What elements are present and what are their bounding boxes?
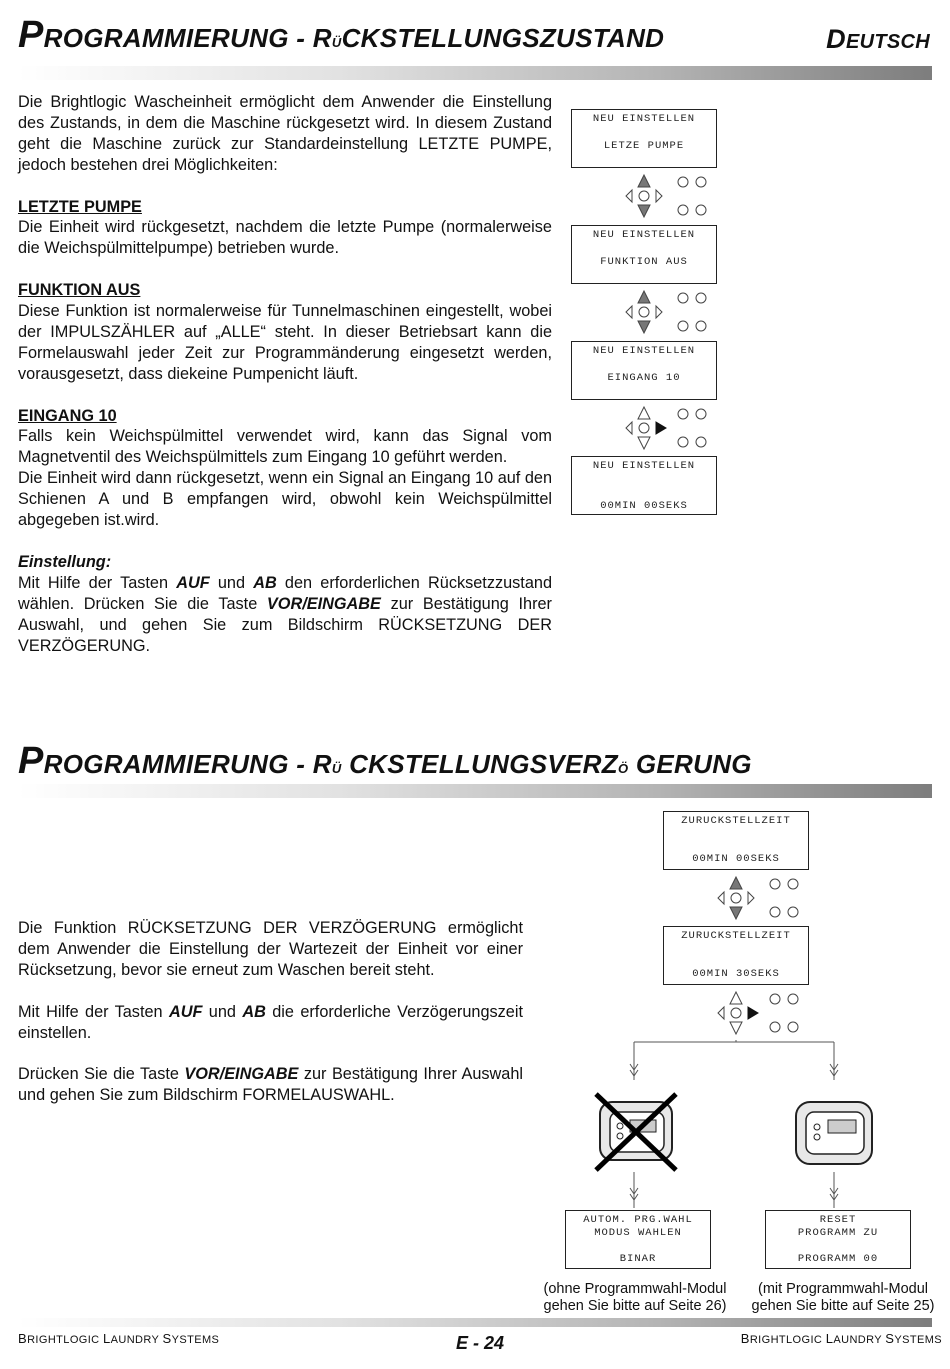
- paragraph-eingang-10-a: Falls kein Weichspülmittel verwendet wird, kann das Signal vom Magnetventil des Weichspülmittels zum Eingang 10 geführt werden.: [18, 427, 552, 467]
- paragraph-eingang-10-b: Die Einheit wird dann rückgesetzt, wenn ein Signal an Eingang 10 auf den Schienen A und B empfangen wird, obwohl kein Weichspülmittel abgegeben ist.wird.: [18, 469, 553, 530]
- intro-paragraph: Die Brightlogic Wascheinheit ermöglicht dem Anwender die Einstellung des Zustands, in dem die Maschine rückgesetzt wird. In diesem Zustand geht die Maschine zurück zur Standardeinstellung LETZTE PUMPE, jedoch bestehen drei Möglichkeiten:: [18, 93, 552, 174]
- reset-delay-text: [18, 918, 523, 1106]
- reset-state-text: [18, 92, 552, 656]
- footer-brand-right: BRIGHTLOGIC LAUNDRY SYSTEMS: [740, 1331, 942, 1346]
- display-zuruckstellzeit-30: ZURUCKSTELLZEIT 00MIN 30SEKS: [663, 926, 809, 985]
- footer-brand-left: BRIGHTLOGIC LAUNDRY SYSTEMS: [18, 1331, 220, 1346]
- display-letzte-pumpe: NEU EINSTELLEN LETZE PUMPE: [571, 109, 717, 168]
- page-number: E - 24: [455, 1333, 505, 1353]
- keypad-up-down-icon: [610, 288, 716, 338]
- keypad-enter-icon: [610, 404, 716, 454]
- paragraph-letzte-pumpe: Die Einheit wird rückgesetzt, nachdem die letzte Pumpe (normalerweise die Weichspülmittelpumpe) betrieben wurde.: [18, 218, 552, 258]
- heading-eingang-10: EINGANG 10: [18, 406, 117, 425]
- section-title-reset-state: PROGRAMMIERUNG - RÜCKSTELLUNGSZUSTAND: [18, 14, 665, 56]
- heading-einstellung: Einstellung:: [18, 552, 112, 571]
- keypad-enter-icon: [702, 989, 808, 1039]
- program-module-crossed-icon: [590, 1090, 682, 1172]
- display-autom-prg-wahl: AUTOM. PRG.WAHL MODUS WAHLEN BINAR: [565, 1210, 711, 1269]
- paragraph-einstellung: Mit Hilfe der Tasten AUF und AB den erforderlichen Rücksetzzustand wählen. Drücken Sie die Taste VOR/EINGABE zur Bestätigung Ihrer Auswahl, und gehen Sie zum Bildschirm RÜCKSETZUNG DER VERZÖGERUNG.: [18, 573, 552, 655]
- header-gradient-bar: [18, 66, 932, 80]
- display-funktion-aus: NEU EINSTELLEN FUNKTION AUS: [571, 225, 717, 284]
- keypad-up-down-icon: [702, 874, 808, 924]
- language-label: DEUTSCH: [826, 24, 930, 54]
- delay-paragraph-2: Mit Hilfe der Tasten AUF und AB die erforderliche Verzögerungszeit einstellen.: [18, 1002, 523, 1042]
- caption-with-module: (mit Programmwahl-Modul gehen Sie bitte auf Seite 25): [751, 1281, 935, 1314]
- heading-funktion-aus: FUNKTION AUS: [18, 281, 141, 300]
- display-eingang-10: NEU EINSTELLEN EINGANG 10: [571, 341, 717, 400]
- delay-paragraph-3: Drücken Sie die Taste VOR/EINGABE zur Bestätigung Ihrer Auswahl und gehen Sie zum Bildschirm FORMELAUSWAHL.: [18, 1065, 523, 1105]
- section-title-reset-delay: PROGRAMMIERUNG - RÜ CKSTELLUNGSVERZÖ GERUNG: [18, 740, 752, 782]
- keypad-up-down-icon: [610, 172, 716, 222]
- heading-letzte-pumpe: LETZTE PUMPE: [18, 197, 142, 216]
- program-module-icon: [790, 1096, 878, 1170]
- display-reset-programm: RESET PROGRAMM ZU PROGRAMM 00: [765, 1210, 911, 1269]
- footer-gradient-bar: [18, 1318, 932, 1327]
- display-neu-einstellen-zeit: NEU EINSTELLEN 00MIN 00SEKS: [571, 456, 717, 515]
- caption-without-module: (ohne Programmwahl-Modul gehen Sie bitte auf Seite 26): [543, 1281, 727, 1314]
- display-zuruckstellzeit-00: ZURUCKSTELLZEIT 00MIN 00SEKS: [663, 811, 809, 870]
- paragraph-funktion-aus: Diese Funktion ist normalerweise für Tunnelmaschinen eingestellt, wobei der IMPULSZÄHLER auf „ALLE“ steht. In dieser Betriebsart kann die Formelauswahl jeder Zeit zur Programmänderung eingesetzt werden, vorausgesetzt, dass diekeine Pumpenicht läuft.: [18, 302, 552, 383]
- header-gradient-bar: [18, 784, 932, 798]
- delay-paragraph-1: Die Funktion RÜCKSETZUNG DER VERZÖGERUNG ermöglicht dem Anwender die Einstellung der Wartezeit der Einheit vor einer Rücksetzung, bevor sie erneut zum Waschen bereit steht.: [18, 919, 523, 979]
